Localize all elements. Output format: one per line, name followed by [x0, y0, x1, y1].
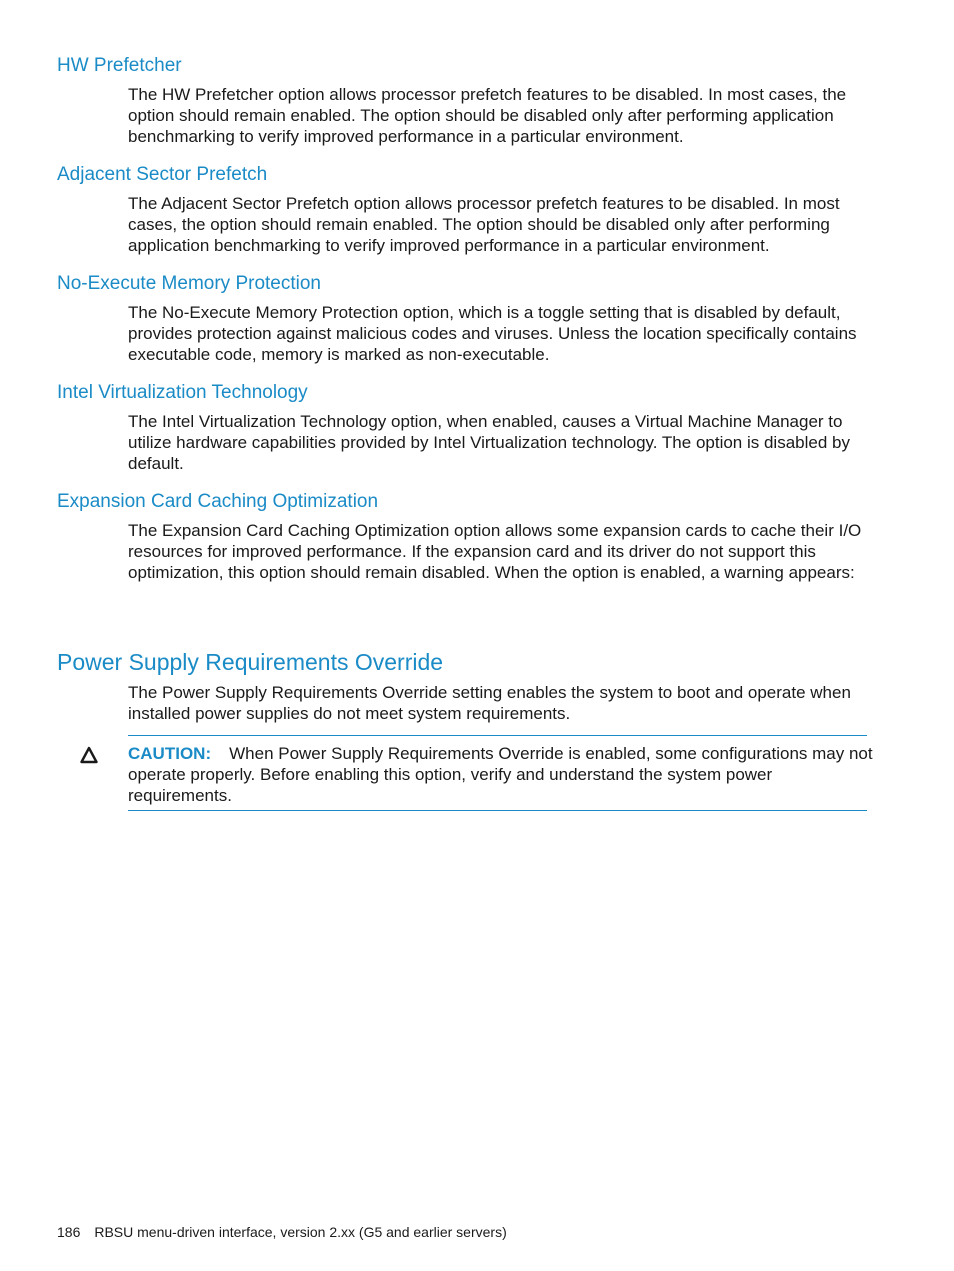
paragraph-expansion-card-caching-optimization: The Expansion Card Caching Optimization option allows some expansion cards to cache their I/O resources for improved performance. If the expansion card and its driver do not support this optimization, this option should remain disabled. When the option is enabled, a warning appears: [128, 521, 862, 582]
paragraph-intel-virtualization-technology: The Intel Virtualization Technology option, when enabled, causes a Virtual Machine Manager to utilize hardware capabilities provided by Intel Virtualization technology. The option is disabled by default. [128, 412, 850, 473]
caution-note [128, 743, 873, 806]
heading-hw-prefetcher: HW Prefetcher [57, 55, 182, 76]
heading-adjacent-sector-prefetch: Adjacent Sector Prefetch [57, 164, 268, 185]
caution-label: CAUTION: [128, 744, 212, 763]
paragraph-adjacent-sector-prefetch: The Adjacent Sector Prefetch option allows processor prefetch features to be disabled. In most cases, the option should remain enabled. The option should be disabled only after performing application benchmarking to verify improved performance in a particular environment. [128, 194, 840, 255]
heading-intel-virtualization-technology: Intel Virtualization Technology [57, 382, 308, 403]
page-footer [57, 1223, 507, 1241]
footer-text: RBSU menu-driven interface, version 2.xx (G5 and earlier servers) [94, 1224, 507, 1240]
caution-text: When Power Supply Requirements Override is enabled, some configurations may not operate properly. Before enabling this option, verify and understand the system power requirements. [128, 744, 873, 805]
section-paragraph: The Power Supply Requirements Override setting enables the system to boot and operate when installed power supplies do not meet system requirements. [128, 683, 851, 723]
section-title: Power Supply Requirements Override [57, 649, 444, 675]
heading-no-execute-memory-protection: No-Execute Memory Protection [57, 273, 321, 294]
paragraph-no-execute-memory-protection: The No-Execute Memory Protection option, which is a toggle setting that is disabled by default, provides protection against malicious codes and viruses. Unless the location specifically contains executable code, memory is marked as non-executable. [128, 303, 857, 364]
paragraph-hw-prefetcher: The HW Prefetcher option allows processor prefetch features to be disabled. In most cases, the option should remain enabled. The option should be disabled only after performing application benchmarking to verify improved performance in a particular environment. [128, 85, 847, 146]
warning-triangle-icon [80, 746, 98, 764]
caution-top-rule [128, 735, 867, 736]
page-number: 186 [57, 1224, 81, 1240]
caution-bottom-rule [128, 810, 867, 811]
heading-expansion-card-caching-optimization: Expansion Card Caching Optimization [57, 491, 379, 512]
